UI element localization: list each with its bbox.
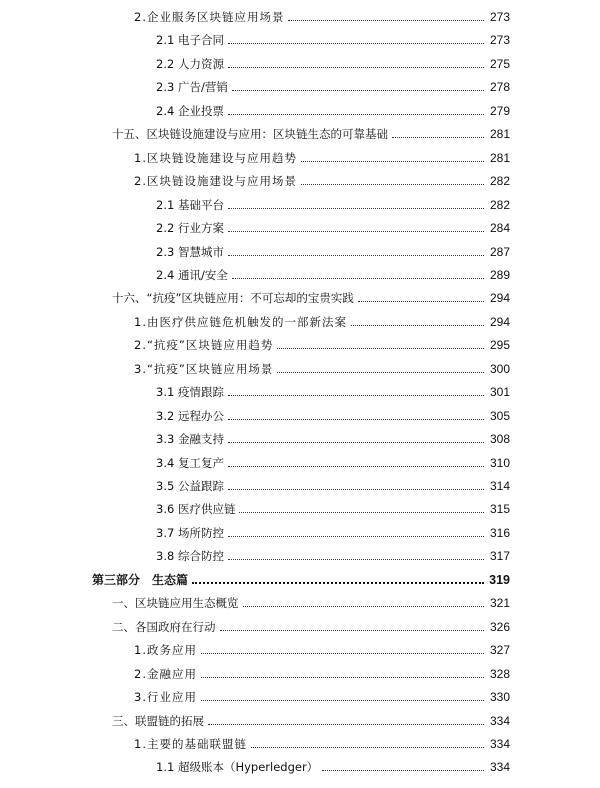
dot-leader xyxy=(228,535,484,537)
dot-leader xyxy=(220,629,485,631)
toc-entry[interactable] xyxy=(112,590,510,610)
dot-leader xyxy=(277,371,484,373)
dot-leader xyxy=(288,19,484,21)
toc-entry[interactable] xyxy=(156,51,510,71)
dot-leader xyxy=(228,441,484,443)
toc-entry-page-number: 330 xyxy=(489,690,510,705)
dot-leader xyxy=(208,723,484,725)
toc-entry-title: 3.2 远程办公 xyxy=(156,408,224,423)
toc-entry-title: 1.1 超级账本（Hyperledger） xyxy=(156,760,319,775)
toc-entry-title: 3.“抗疫”区块链应用场景 xyxy=(134,361,274,376)
dot-leader xyxy=(228,465,484,467)
toc-entry[interactable] xyxy=(156,426,510,446)
toc-entry-page-number: 295 xyxy=(489,338,510,353)
toc-entry[interactable] xyxy=(156,74,510,94)
toc-entry-page-number: 281 xyxy=(489,127,510,142)
toc-entry[interactable] xyxy=(156,379,510,399)
toc-entry-page-number: 282 xyxy=(489,197,510,212)
toc-entry[interactable] xyxy=(134,309,510,329)
dot-leader xyxy=(239,511,484,513)
toc-entry[interactable] xyxy=(156,754,510,774)
toc-entry-page-number: 319 xyxy=(489,572,510,587)
toc-entry[interactable] xyxy=(134,684,510,704)
toc-entry-title: 3.4 复工复产 xyxy=(156,455,224,470)
toc-entry-page-number: 314 xyxy=(489,479,510,493)
toc-entry-title: 3.1 疫情跟踪 xyxy=(156,385,224,400)
dot-leader xyxy=(322,769,484,771)
toc-entry[interactable] xyxy=(156,215,510,235)
toc-entry-page-number: 273 xyxy=(489,10,510,24)
dot-leader xyxy=(392,136,484,138)
dot-leader xyxy=(228,418,484,420)
toc-entry-title: 2.“抗疫”区块链应用趋势 xyxy=(134,338,274,353)
toc-entry-title: 2.2 行业方案 xyxy=(156,221,224,236)
toc-entry[interactable] xyxy=(112,285,510,305)
toc-entry-title: 1.区块链设施建设与应用趋势 xyxy=(134,150,297,165)
toc-entry[interactable] xyxy=(134,332,510,352)
toc-entry[interactable] xyxy=(134,661,510,681)
toc-entry[interactable] xyxy=(134,4,510,24)
dot-leader xyxy=(228,66,484,68)
toc-entry-page-number: 278 xyxy=(489,80,510,95)
toc-entry-title: 2.3 广告/营销 xyxy=(156,80,228,95)
toc-entry-title: 3.8 综合防控 xyxy=(156,549,224,564)
toc-entry-title: 十六、“抗疫”区块链应用：不可忘却的宝贵实践 xyxy=(112,291,354,306)
toc-entry-title: 十五、区块链设施建设与应用：区块链生态的可靠基础 xyxy=(112,127,388,142)
toc-entry[interactable] xyxy=(92,567,510,587)
dot-leader xyxy=(192,581,484,584)
toc-entry[interactable] xyxy=(156,450,510,470)
toc-entry-page-number: 281 xyxy=(489,150,510,165)
toc-entry[interactable] xyxy=(112,614,510,634)
dot-leader xyxy=(277,347,484,349)
toc-entry-page-number: 310 xyxy=(489,455,510,470)
toc-entry-page-number: 300 xyxy=(489,361,510,376)
toc-entry[interactable] xyxy=(156,192,510,212)
toc-entry-title: 3.6 医疗供应链 xyxy=(156,502,236,517)
toc-entry[interactable] xyxy=(156,27,510,47)
toc-entry-page-number: 334 xyxy=(489,760,510,775)
toc-entry-title: 一、区块链应用生态概览 xyxy=(112,596,239,611)
toc-entry[interactable] xyxy=(134,145,510,165)
toc-entry-title: 2.3 智慧城市 xyxy=(156,244,224,259)
toc-entry[interactable] xyxy=(156,520,510,540)
dot-leader xyxy=(301,160,484,162)
toc-entry-page-number: 308 xyxy=(489,432,510,447)
dot-leader xyxy=(228,113,484,115)
toc-entry[interactable] xyxy=(156,473,510,493)
toc-entry-title: 3.5 公益跟踪 xyxy=(156,479,224,493)
dot-leader xyxy=(228,230,484,232)
toc-entry[interactable] xyxy=(156,98,510,118)
toc-entry[interactable] xyxy=(156,403,510,423)
toc-entry-title: 2.1 基础平台 xyxy=(156,197,224,212)
dot-leader xyxy=(232,277,484,279)
toc-entry-title: 3.3 金融支持 xyxy=(156,432,224,447)
toc-entry-page-number: 282 xyxy=(489,174,510,189)
toc-entry-title: 2.金融应用 xyxy=(134,666,197,681)
toc-entry-page-number: 315 xyxy=(489,502,510,517)
toc-entry-title: 2.4 企业投票 xyxy=(156,103,224,118)
dot-leader xyxy=(251,746,484,748)
toc-entry[interactable] xyxy=(134,356,510,376)
toc-entry-page-number: 334 xyxy=(489,713,510,728)
toc-entry-title: 2.企业服务区块链应用场景 xyxy=(134,10,285,24)
toc-entry-page-number: 294 xyxy=(489,291,510,306)
toc-entry-title: 3.行业应用 xyxy=(134,690,197,705)
toc-entry-page-number: 279 xyxy=(489,103,510,118)
dot-leader xyxy=(201,699,484,701)
toc-entry-page-number: 326 xyxy=(489,619,510,634)
dot-leader xyxy=(358,300,484,302)
toc-entry-page-number: 294 xyxy=(489,314,510,329)
toc-entry-title: 3.7 场所防控 xyxy=(156,525,224,540)
dot-leader xyxy=(232,89,484,91)
toc-entry-page-number: 316 xyxy=(489,525,510,540)
toc-entry-page-number: 289 xyxy=(489,267,510,282)
toc-entry-title: 1.政务应用 xyxy=(134,643,197,658)
toc-entry-page-number: 305 xyxy=(489,408,510,423)
dot-leader xyxy=(228,207,484,209)
toc-entry[interactable] xyxy=(112,121,510,141)
toc-entry-page-number: 284 xyxy=(489,221,510,236)
dot-leader xyxy=(228,394,484,396)
toc-entry[interactable] xyxy=(156,543,510,563)
toc-entry[interactable] xyxy=(134,637,510,657)
toc-entry-page-number: 301 xyxy=(489,385,510,400)
toc-entry-title: 第三部分 生态篇 xyxy=(92,572,189,587)
toc-entry-title: 二、各国政府在行动 xyxy=(112,619,216,634)
dot-leader xyxy=(201,676,484,678)
dot-leader xyxy=(228,42,484,44)
toc-entry-page-number: 287 xyxy=(489,244,510,259)
toc-entry-page-number: 334 xyxy=(489,736,510,751)
dot-leader xyxy=(301,183,484,185)
toc-entry-page-number: 317 xyxy=(489,549,510,564)
dot-leader xyxy=(201,652,484,654)
toc-entry-title: 2.1 电子合同 xyxy=(156,33,224,48)
toc-entry-title: 2.2 人力资源 xyxy=(156,56,224,71)
toc-entry[interactable] xyxy=(156,262,510,282)
dot-leader xyxy=(243,605,485,607)
toc-entry-page-number: 321 xyxy=(489,596,510,611)
dot-leader xyxy=(351,324,484,326)
toc-entry-title: 2.区块链设施建设与应用场景 xyxy=(134,174,297,189)
toc-entry-page-number: 327 xyxy=(489,643,510,658)
toc-entry-page-number: 275 xyxy=(489,56,510,71)
toc-entry-title: 1.由医疗供应链危机触发的一部新法案 xyxy=(134,314,347,329)
toc-entry[interactable] xyxy=(134,168,510,188)
toc-entry[interactable] xyxy=(156,496,510,516)
toc-entry[interactable] xyxy=(112,708,510,728)
dot-leader xyxy=(228,488,484,490)
toc-entry-title: 2.4 通讯/安全 xyxy=(156,267,228,282)
toc-entry[interactable] xyxy=(134,731,510,751)
toc-entry-title: 1.主要的基础联盟链 xyxy=(134,736,247,751)
toc-entry-title: 三、联盟链的拓展 xyxy=(112,713,204,728)
dot-leader xyxy=(228,254,484,256)
dot-leader xyxy=(228,558,484,560)
toc-entry-page-number: 273 xyxy=(489,33,510,48)
toc-entry[interactable] xyxy=(156,239,510,259)
toc-entry-page-number: 328 xyxy=(489,666,510,681)
